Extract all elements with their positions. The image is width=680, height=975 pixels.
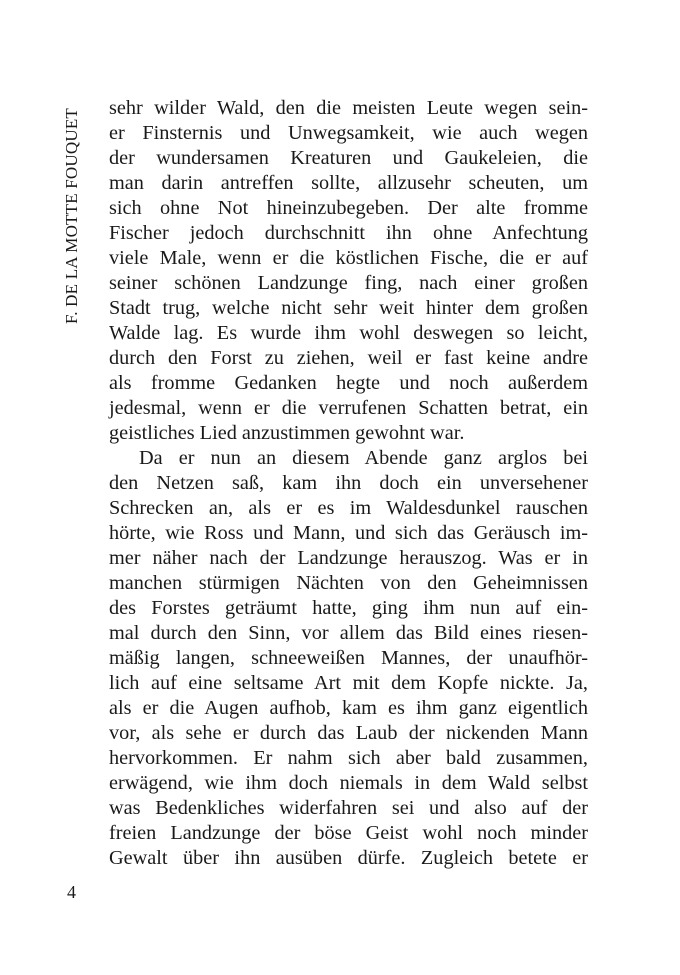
paragraph-first-line: Da er nun an diesem Abende ganz arglos bei [139, 447, 588, 469]
page-number: 4 [67, 882, 76, 902]
text-line: mer näher nach der Landzunge herauszog. Was er in [109, 547, 588, 569]
text-line: erwägend, wie ihm doch niemals in dem Wald selbst [109, 772, 588, 794]
text-line: Gewalt über ihn ausüben dürfe. Zugleich betete er [109, 847, 588, 869]
text-line: durch den Forst zu ziehen, weil er fast keine andre [109, 347, 588, 369]
text-line: als er die Augen aufhob, kam es ihm ganz eigentlich [109, 697, 588, 719]
text-line: hervorkommen. Er nahm sich aber bald zusammen, [109, 747, 588, 769]
text-line: mäßig langen, schneeweißen Mannes, der unaufhör- [109, 647, 588, 669]
text-line: jedesmal, wenn er die verrufenen Schatten betrat, ein [109, 397, 588, 419]
text-line: sich ohne Not hineinzubegeben. Der alte fromme [109, 197, 588, 219]
text-line: man darin antreffen sollte, allzusehr scheuten, um [109, 172, 588, 194]
text-line: manchen stürmigen Nächten von den Geheimnissen [109, 572, 588, 594]
text-line: Schrecken an, als er es im Waldesdunkel rauschen [109, 497, 588, 519]
text-line: viele Male, wenn er die köstlichen Fische, die er auf [109, 247, 588, 269]
text-line: seiner schönen Landzunge fing, nach einer großen [109, 272, 588, 294]
text-line: mal durch den Sinn, vor allem das Bild eines riesen- [109, 622, 588, 644]
text-line: Stadt trug, welche nicht sehr weit hinter dem großen [109, 297, 588, 319]
text-line: hörte, wie Ross und Mann, und sich das Geräusch im- [109, 522, 588, 544]
text-line: was Bedenkliches widerfahren sei und also auf der [109, 797, 588, 819]
text-line: vor, als sehe er durch das Laub der nickenden Mann [109, 722, 588, 744]
text-line: er Finsternis und Unwegsamkeit, wie auch wegen [109, 122, 588, 144]
paragraph-end-line: geistliches Lied anzustimmen gewohnt war. [109, 422, 465, 444]
text-line: sehr wilder Wald, den die meisten Leute wegen sein- [109, 97, 588, 119]
text-line: des Forstes geträumt hatte, ging ihm nun auf ein- [109, 597, 588, 619]
body-text [109, 96, 588, 871]
text-line: Walde lag. Es wurde ihm wohl deswegen so leicht, [109, 322, 588, 344]
running-head-text: F. DE LA MOTTE FOUQUET [62, 107, 82, 325]
text-line: als fromme Gedanken hegte und noch außerdem [109, 372, 588, 394]
text-line: freien Landzunge der böse Geist wohl noch minder [109, 822, 588, 844]
text-line: lich auf eine seltsame Art mit dem Kopfe nickte. Ja, [109, 672, 588, 694]
text-line: den Netzen saß, kam ihn doch ein unversehener [109, 472, 588, 494]
running-head [62, 100, 82, 332]
text-line: der wundersamen Kreaturen und Gaukeleien, die [109, 147, 588, 169]
text-line: Fischer jedoch durchschnitt ihn ohne Anfechtung [109, 222, 588, 244]
